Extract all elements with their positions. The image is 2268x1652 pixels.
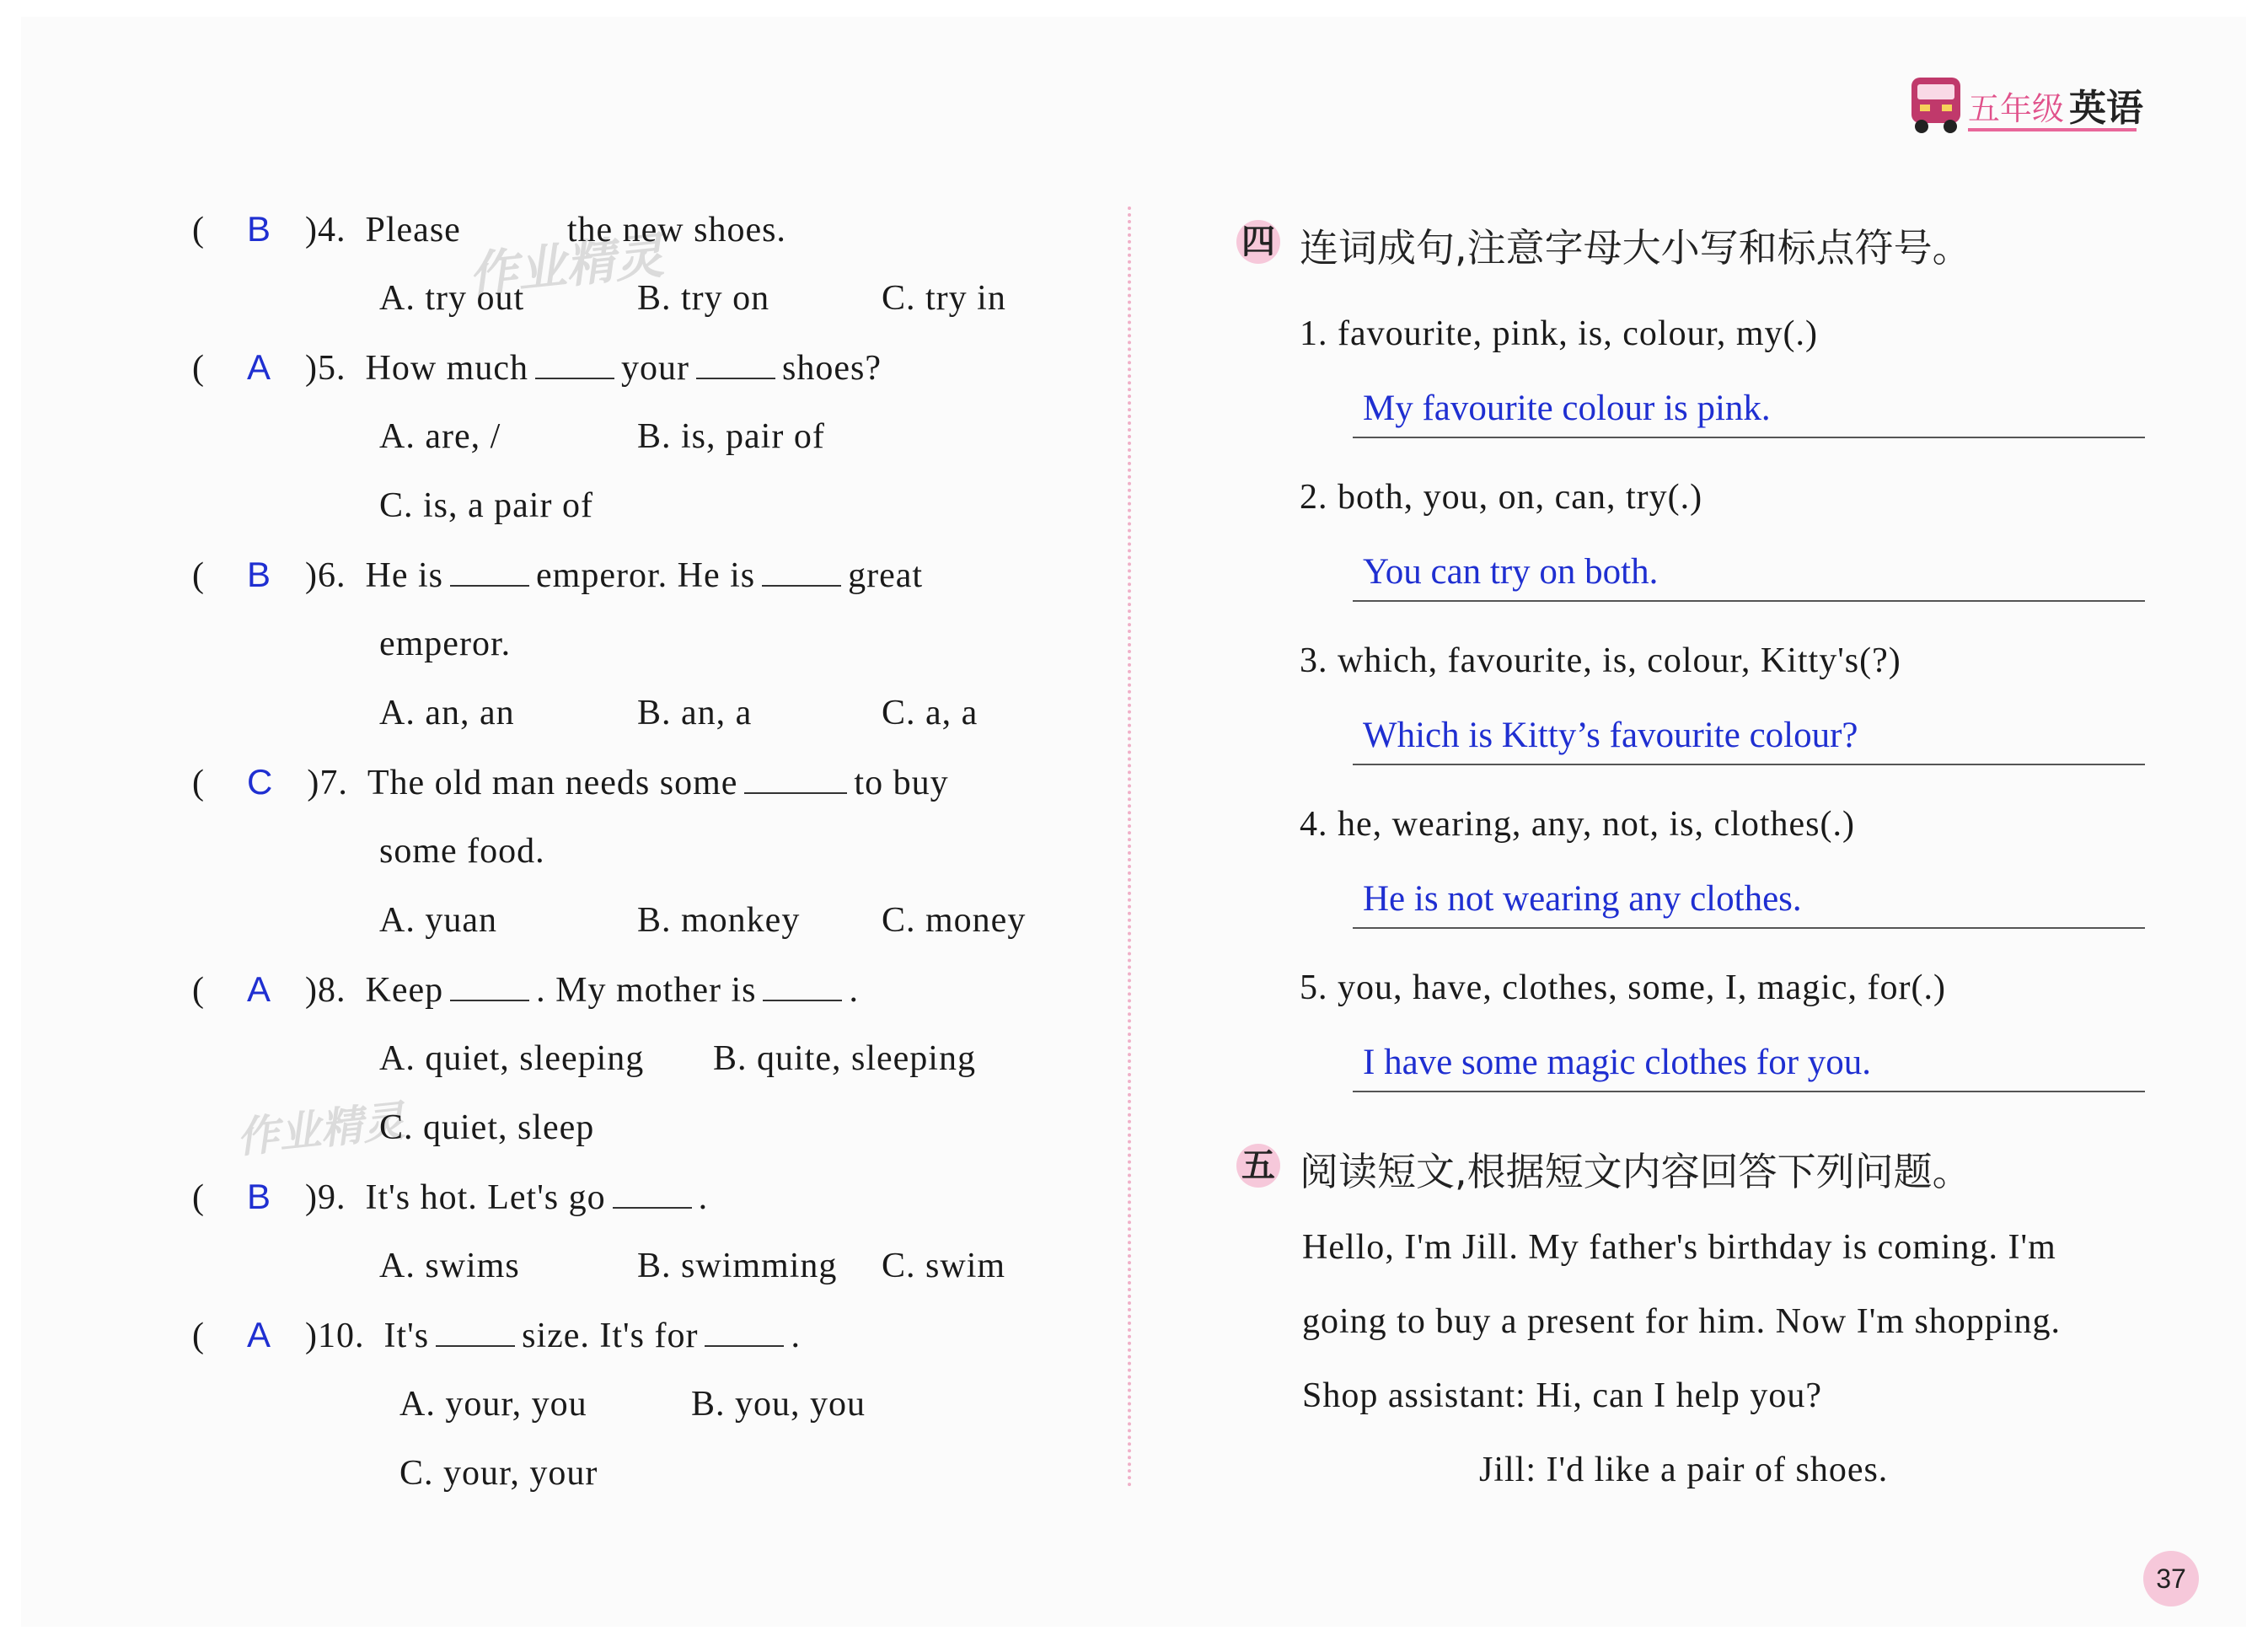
passage-line-2: going to buy a present for him. Now I'm shopping. xyxy=(1302,1302,2061,1341)
sentence-answer-3: Which is Kitty’s favourite colour? xyxy=(1363,716,1858,755)
passage-line-3: Shop assistant: Hi, can I help you? xyxy=(1302,1376,1823,1415)
sentence-prompt-4: 4. he, wearing, any, not, is, clothes(.) xyxy=(1300,805,1855,844)
sentence-prompt-5: 5. you, have, clothes, some, I, magic, for(.) xyxy=(1300,968,1946,1007)
answer-line-2 xyxy=(1353,600,2145,602)
answer-mark: B xyxy=(247,209,272,249)
section-4-title: 连词成句,注意字母大小写和标点符号。 xyxy=(1300,225,1971,271)
option-b: B. quite, sleeping xyxy=(713,1039,976,1078)
option-c: C. swim xyxy=(882,1247,1006,1285)
option-a: A. your, you xyxy=(399,1385,587,1424)
answer-line-4 xyxy=(1353,927,2145,929)
question-9: ( B )9. It's hot. Let's go . xyxy=(192,1177,709,1217)
subject-label: 英语 xyxy=(2069,87,2143,130)
option-c: C. money xyxy=(882,901,1027,940)
option-c: C. is, a pair of xyxy=(379,486,593,525)
question-7: ( C )7. The old man needs some to buy xyxy=(192,762,949,802)
column-divider xyxy=(1128,206,1131,1488)
option-c: C. try in xyxy=(882,279,1006,318)
option-a: A. quiet, sleeping xyxy=(379,1039,645,1078)
watermark: 作业精灵 xyxy=(233,1096,407,1163)
option-b: B. you, you xyxy=(691,1385,866,1424)
sentence-prompt-2: 2. both, you, on, can, try(.) xyxy=(1300,478,1703,517)
answer-line-1 xyxy=(1353,437,2145,438)
sentence-answer-1: My favourite colour is pink. xyxy=(1363,389,1771,428)
watermark: 作业精灵 xyxy=(465,227,667,304)
option-b: B. is, pair of xyxy=(637,417,825,456)
passage-line-4: Jill: I'd like a pair of shoes. xyxy=(1479,1451,1889,1489)
question-6-continued: emperor. xyxy=(379,625,512,663)
passage-line-1: Hello, I'm Jill. My father's birthday is coming. I'm xyxy=(1302,1228,2056,1267)
option-a: A. yuan xyxy=(379,901,497,940)
option-a: A. swims xyxy=(379,1247,520,1285)
answer-line-5 xyxy=(1353,1091,2145,1092)
option-c: C. a, a xyxy=(882,694,979,732)
option-c: C. quiet, sleep xyxy=(379,1108,595,1147)
section-5-title: 阅读短文,根据短文内容回答下列问题。 xyxy=(1300,1149,1971,1194)
section-4-badge: 四 xyxy=(1236,220,1280,264)
option-b: B. try on xyxy=(637,279,770,318)
option-a: A. try out xyxy=(379,279,525,318)
option-b: B. monkey xyxy=(637,901,801,940)
question-6: ( B )6. He is emperor. He is great xyxy=(192,555,924,595)
page-number: 37 xyxy=(2143,1551,2199,1606)
question-4: ( B )4. Please the new shoes. xyxy=(192,209,786,249)
sentence-answer-2: You can try on both. xyxy=(1363,552,1659,592)
sentence-prompt-1: 1. favourite, pink, is, colour, my(.) xyxy=(1300,314,1819,353)
sentence-prompt-3: 3. which, favourite, is, colour, Kitty's(?) xyxy=(1300,641,1901,680)
header-underline xyxy=(1968,128,2137,131)
section-5-badge: 五 xyxy=(1236,1144,1280,1188)
question-5: ( A )5. How much your shoes? xyxy=(192,347,882,388)
option-b: B. swimming xyxy=(637,1247,838,1285)
question-8: ( A )8. Keep . My mother is . xyxy=(192,969,859,1010)
question-10: ( A )10. It's size. It's for . xyxy=(192,1315,801,1355)
option-a: A. an, an xyxy=(379,694,515,732)
sentence-answer-5: I have some magic clothes for you. xyxy=(1363,1043,1872,1082)
question-7-continued: some food. xyxy=(379,832,545,871)
answer-line-3 xyxy=(1353,764,2145,765)
option-a: A. are, / xyxy=(379,417,501,456)
option-c: C. your, your xyxy=(399,1454,598,1493)
school-bus-icon xyxy=(1906,74,1965,135)
grade-label: 五年级 xyxy=(1968,90,2065,127)
sentence-answer-4: He is not wearing any clothes. xyxy=(1363,879,1802,919)
option-b: B. an, a xyxy=(637,694,753,732)
